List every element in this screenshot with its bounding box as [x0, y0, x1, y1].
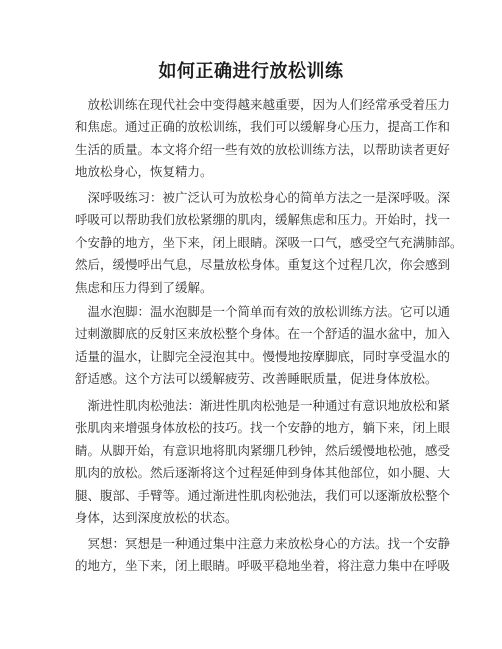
text-line: 适量的温水，让脚完全浸泡其中。慢慢地按摩脚底，同时享受温水的 [75, 348, 451, 364]
paragraph-muscle-relaxation [75, 395, 451, 529]
text-line: 渐进性肌肉松弛法：渐进性肌肉松弛是一种通过有意识地放松和紧 [75, 398, 451, 413]
paragraph-meditation [75, 533, 451, 578]
document-title: 如何正确进行放松训练 [158, 61, 344, 82]
paragraph-foot-soak [75, 301, 451, 391]
text-line: 呼吸可以帮助我们放松紧绷的肌肉，缓解焦虑和压力。开始时，找一 [75, 212, 451, 228]
text-line: 睛。从脚开始，有意识地将肌肉紧绷几秒钟，然后缓慢地松弛，感受 [75, 442, 451, 458]
text-line: 生活的质量。本文将介绍一些有效的放松训练方法，以帮助读者更好 [75, 141, 451, 157]
text-line: 然后，缓慢呼出气息，尽量放松身体。重复这个过程几次，你会感到 [75, 257, 451, 273]
text-line: 舒适感。这个方法可以缓解疲劳、改善睡眠质量，促进身体放松。 [75, 371, 438, 387]
text-line: 冥想：冥想是一种通过集中注意力来放松身心的方法。找一个安静 [75, 536, 451, 551]
text-line: 身体，达到深度放松的状态。 [75, 509, 238, 525]
text-line: 张肌肉来增强身体放松的技巧。找一个安静的地方，躺下来，闭上眼 [75, 420, 451, 436]
text-line: 个安静的地方，坐下来，闭上眼睛。深吸一口气，感受空气充满肺部。 [75, 234, 463, 250]
paragraph-intro [75, 94, 451, 184]
text-line: 肌肉的放松。然后逐渐将这个过程延伸到身体其他部位，如小腿、大 [75, 465, 451, 481]
text-line: 放松训练在现代社会中变得越来越重要，因为人们经常承受着压力 [75, 97, 451, 112]
paragraph-deep-breathing [75, 187, 463, 299]
text-line: 腿、腹部、手臂等。通过渐进性肌肉松弛法，我们可以逐渐放松整个 [75, 487, 451, 503]
text-line: 温水泡脚：温水泡脚是一个简单而有效的放松训练方法。它可以通 [75, 304, 451, 319]
text-line: 焦虑和压力得到了缓解。 [75, 279, 213, 295]
text-line: 的地方，坐下来，闭上眼睛。呼吸平稳地坐着，将注意力集中在呼吸 [75, 558, 451, 574]
text-line: 深呼吸练习：被广泛认可为放松身心的简单方法之一是深呼吸。深 [75, 190, 451, 205]
text-line: 过刺激脚底的反射区来放松整个身体。在一个舒适的温水盆中，加入 [75, 326, 451, 342]
text-line: 地放松身心，恢复精力。 [75, 164, 213, 180]
text-line: 和焦虑。通过正确的放松训练，我们可以缓解身心压力，提高工作和 [75, 119, 451, 135]
